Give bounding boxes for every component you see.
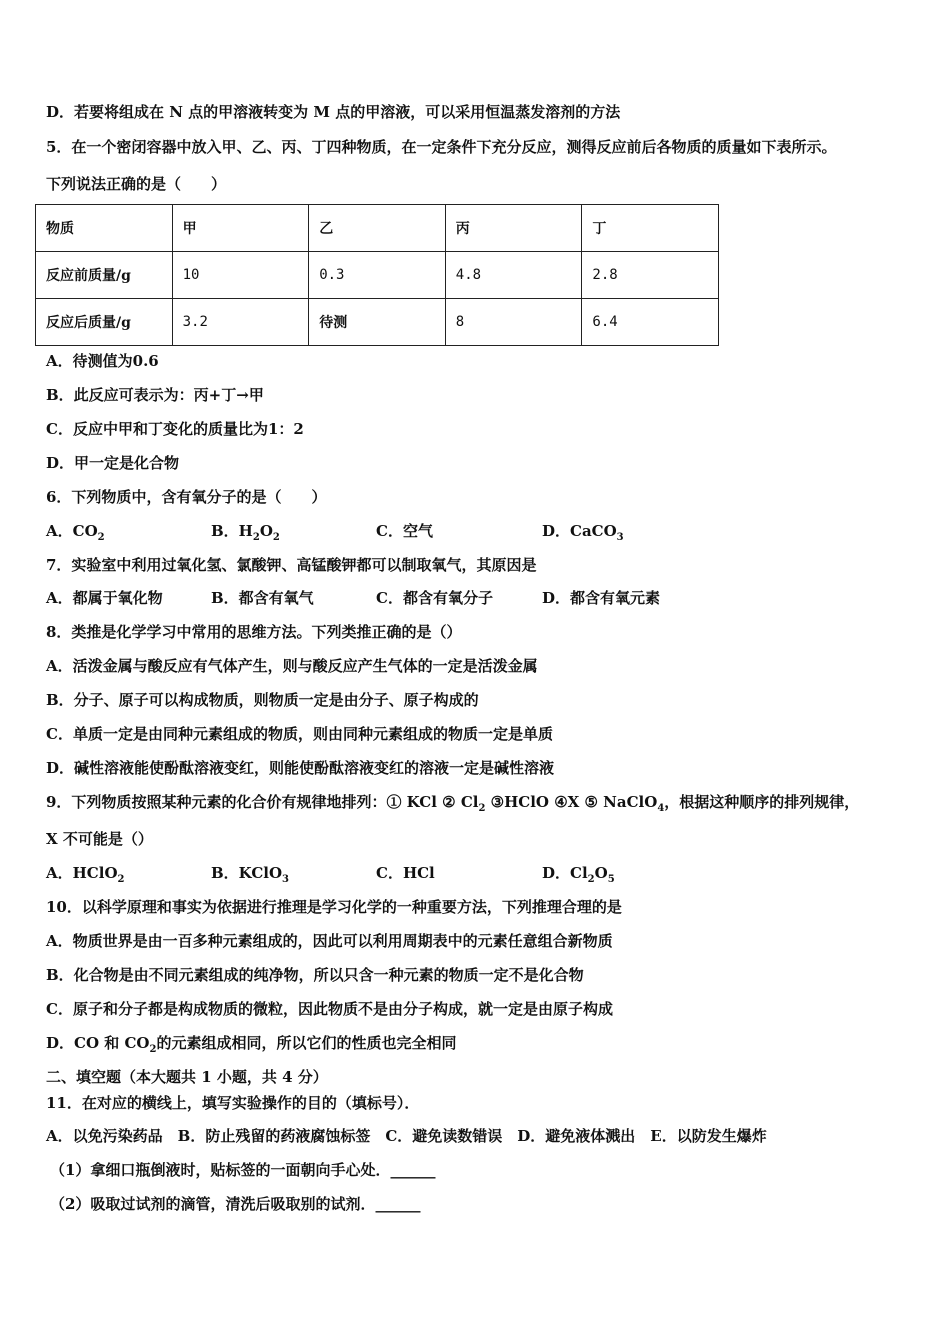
table-cell: 6.4 — [582, 299, 719, 346]
q7-options — [46, 588, 886, 608]
table-row — [36, 205, 719, 252]
q9-stem-line2: X 不可能是（） — [46, 830, 153, 848]
q5-option-d: D．甲一定是化合物 — [46, 454, 180, 472]
q11-part-1: （1）拿细口瓶倒液时，贴标签的一面朝向手心处．______ — [50, 1161, 436, 1179]
table-cell: 待测 — [309, 299, 446, 346]
q7-option-b: B．都含有氧气 — [211, 589, 314, 607]
q9-option-b: B．KClO$_3$ — [211, 864, 289, 885]
q5-stem-line2: 下列说法正确的是（ ） — [46, 175, 227, 193]
q6-stem: 6．下列物质中，含有氧分子的是（ ） — [46, 488, 327, 506]
q6-option-c: C．空气 — [376, 522, 433, 540]
section-heading: 二、填空题（本大题共 1 小题，共 4 分） — [46, 1068, 328, 1086]
q6-option-a: A．$CO_2$ — [46, 522, 105, 543]
q9-options — [46, 863, 886, 883]
q11-part-2: （2）吸取过试剂的滴管，清洗后吸取别的试剂．______ — [50, 1195, 421, 1213]
q7-option-a: A．都属于氧化物 — [46, 589, 163, 607]
table-cell: 8 — [445, 299, 582, 346]
q10-stem: 10．以科学原理和事实为依据进行推理是学习化学的一种重要方法，下列推理合理的是 — [46, 898, 622, 916]
table-cell: 2.8 — [582, 252, 719, 299]
q8-stem: 8．类推是化学学习中常用的思维方法。下列类推正确的是（） — [46, 623, 462, 641]
q7-stem: 7．实验室中利用过氧化氢、氯酸钾、高锰酸钾都可以制取氧气，其原因是 — [46, 556, 537, 574]
q5-option-b: B．此反应可表示为：丙+丁→甲 — [46, 386, 264, 404]
table-row — [36, 299, 719, 346]
q9-option-d: D．$Cl_2O_5$ — [542, 864, 615, 885]
q6-options — [46, 521, 886, 541]
q10-option-b: B．化合物是由不同元素组成的纯净物，所以只含一种元素的物质一定不是化合物 — [46, 966, 584, 984]
q9-option-a: A．HClO$_2$ — [46, 864, 125, 885]
table-row — [36, 252, 719, 299]
table-header-cell: 乙 — [309, 205, 446, 252]
q11-options: A．以免污染药品 B．防止残留的药液腐蚀标签 C．避免读数错误 D．避免液体溅出 E．以防发生爆炸 — [46, 1127, 767, 1145]
q8-option-b: B．分子、原子可以构成物质，则物质一定是由分子、原子构成的 — [46, 691, 479, 709]
q5-option-c: C．反应中甲和丁变化的质量比为1：2 — [46, 420, 304, 438]
table-header-cell: 甲 — [172, 205, 309, 252]
q10-option-c: C．原子和分子都是构成物质的微粒，因此物质不是由分子构成，就一定是由原子构成 — [46, 1000, 613, 1018]
q5-stem-line1: 5．在一个密闭容器中放入甲、乙、丙、丁四种物质，在一定条件下充分反应，测得反应前后各物质的质量如下表所示。 — [46, 138, 837, 156]
q9-option-c: C．HCl — [376, 864, 435, 882]
table-row-label: 反应前质量/g — [36, 252, 173, 299]
q10-option-d: D．CO 和 $CO_2$的元素组成相同，所以它们的性质也完全相同 — [46, 1034, 457, 1055]
q6-option-d: D．CaCO$_3$ — [542, 522, 624, 543]
q6-option-b: B．$H_2O_2$ — [211, 522, 280, 543]
table-cell: 4.8 — [445, 252, 582, 299]
q8-option-a: A．活泼金属与酸反应有气体产生，则与酸反应产生气体的一定是活泼金属 — [46, 657, 538, 675]
q5-mass-table — [35, 204, 719, 346]
q11-stem: 11．在对应的横线上，填写实验操作的目的（填标号）． — [46, 1094, 420, 1112]
table-row-label: 反应后质量/g — [36, 299, 173, 346]
table-cell: 0.3 — [309, 252, 446, 299]
table-header-cell: 物质 — [36, 205, 173, 252]
q8-option-d: D．碱性溶液能使酚酞溶液变红，则能使酚酞溶液变红的溶液一定是碱性溶液 — [46, 759, 555, 777]
table-cell: 3.2 — [172, 299, 309, 346]
table-header-cell: 丁 — [582, 205, 719, 252]
q5-option-a: A．待测值为0.6 — [46, 352, 159, 370]
q7-option-d: D．都含有氧元素 — [542, 589, 661, 607]
q8-option-c: C．单质一定是由同种元素组成的物质，则由同种元素组成的物质一定是单质 — [46, 725, 553, 743]
table-cell: 10 — [172, 252, 309, 299]
q7-option-c: C．都含有氧分子 — [376, 589, 493, 607]
table-header-cell: 丙 — [445, 205, 582, 252]
q9-stem-line1: 9．下列物质按照某种元素的化合价有规律地排列：① KCl ② $Cl_2$ ③HClO ④X ⑤ NaClO$_4$，根据这种顺序的排列规律， — [46, 793, 860, 814]
q10-option-a: A．物质世界是由一百多种元素组成的，因此可以利用周期表中的元素任意组合新物质 — [46, 932, 613, 950]
q4-option-d: D．若要将组成在 N 点的甲溶液转变为 M 点的甲溶液，可以采用恒温蒸发溶剂的方法 — [46, 103, 621, 121]
